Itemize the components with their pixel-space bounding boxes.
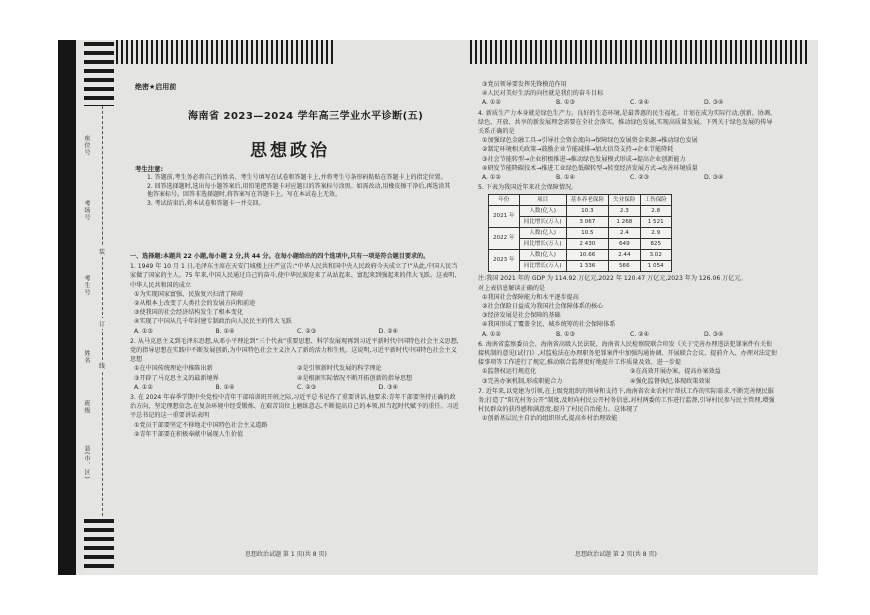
option: ④人民对美好生活的向往就是我们的奋斗目标	[482, 90, 604, 98]
binding-field-class: 班级	[83, 400, 90, 414]
table-row	[489, 228, 672, 239]
table-note: 注:我国 2021 年的 GDP 为 114.92 万亿元,2022 年 120.47 万亿元,2023 年为 126.06 万亿元。	[478, 275, 747, 283]
option: ②社会保险日益成为我国社会保障体系的核心	[482, 303, 604, 311]
table-cell: 1 054	[640, 261, 671, 272]
table-cell: 566	[609, 261, 640, 272]
answer-choice: A. ①②	[482, 330, 501, 338]
table-cell-year: 2023 年	[489, 250, 520, 272]
binding-field-id: 考生号	[83, 275, 90, 296]
option: ①我国社会保障能力和水平逐步提高	[482, 293, 579, 301]
option: ③完善办案机制,形成职能合力	[482, 377, 563, 385]
left-column	[130, 252, 460, 439]
answer-choice: A. ①②	[134, 383, 153, 391]
option: ②制定环境相关政策→鼓励企业节能减排→加大信贷支持→企业节能降耗	[482, 146, 674, 154]
question-stem: 3. 在 2024 年春季学期中央党校中青年干部培训班开班之际,习近平总书记作了重要讲话,他要求:青年干部要坚持正确的政治方向、坚定理想信念,在复杂环境中经受锻炼、在艰苦岗位上磨练意志,不断提高自己的本领,担当起时代赋予的重任。习近平总书记的这一重要讲话表明	[130, 394, 459, 420]
answer-choice: A. ①②	[482, 99, 501, 107]
table-header: 项目	[519, 195, 566, 206]
option: ③开辟了马克思主义的最新境界	[134, 374, 219, 382]
question-1	[130, 262, 460, 336]
answer-choice: A. ①②	[482, 174, 501, 182]
binding-field-county: 县(市、区)	[83, 445, 90, 480]
social-security-table	[488, 194, 672, 272]
answer-choice: C. ②③	[297, 383, 317, 391]
option: ③党员领导要发挥先锋模范作用	[482, 81, 567, 88]
binding-field-seat: 座位号	[83, 135, 90, 156]
option: ②在高效开展办案、提高办案效益	[630, 368, 721, 376]
table-cell: 同比增长(万人)	[519, 217, 566, 228]
table-cell: 649	[609, 239, 640, 250]
table-cell: 2 430	[566, 239, 609, 250]
table-cell: 2.44	[609, 250, 640, 261]
table-cell: 2.9	[640, 228, 671, 239]
answer-choice: B. ①④	[215, 327, 235, 335]
exam-title: 海南省 2023—2024 学年高三学业水平诊断(五)	[188, 111, 424, 122]
question-3-continued	[478, 80, 778, 108]
table-cell: 同比增长(万人)	[519, 239, 566, 250]
answer-choice: D. ③④	[704, 99, 724, 107]
question-prompt: 对上表信息解读正确的是	[478, 284, 546, 292]
table-cell: 1 521	[640, 217, 671, 228]
table-cell: 3.02	[640, 250, 671, 261]
question-stem: 7. 近年来,以党建为引领,在上级党组织的领导和支持下,海南省农业农村厅帮扶工作的实际需求,不断完善便民服务;打造了“阳光村务公开”制度,及时向村民公开村务信息,对村两委的工作进行监督,引导村民参与民主管理,增强村民群众的获得感和满意度,提升了村民自治能力。这体现了	[478, 387, 775, 414]
option: ④实现了中国从几千年封建专制政治向人民民主的伟大飞跃	[134, 318, 292, 326]
table-cell: 2.4	[609, 228, 640, 239]
header-stripe-right	[470, 40, 810, 64]
answer-choice: C. ②③	[297, 327, 317, 335]
table-cell: 2.8	[640, 206, 671, 217]
answer-choice: C. ②③	[630, 174, 650, 182]
option: ①监督权运行规范化	[482, 368, 537, 376]
option: ①在中国传统理论中推陈出新	[134, 365, 213, 373]
option: ④强化监督执纪,体现政策效果	[630, 377, 711, 385]
exam-notice	[135, 165, 455, 208]
answer-choice: D. ③④	[378, 383, 398, 391]
page-footer-left: 思想政治试题 第 1 页(共 8 页)	[245, 551, 327, 558]
notice-item: 3. 考试结束后,将本试卷和答题卡一并交回。	[147, 199, 265, 207]
question-stem: 5. 下表为我国近年来社会保障情况。	[478, 184, 578, 192]
binding-mark-xian: 线	[99, 360, 105, 371]
page-footer-right: 思想政治试题 第 2 页(共 8 页)	[575, 551, 657, 558]
answer-choice: B. ①③	[556, 99, 575, 107]
answer-choices	[478, 330, 778, 339]
answer-choice: C. ②④	[630, 330, 650, 338]
option: ①党员干部要坚定不移地走中国特色社会主义道路	[134, 421, 268, 429]
table-cell: 同比增长(万人)	[519, 261, 566, 272]
table-cell: 1 268	[609, 217, 640, 228]
table-cell: 10.3	[566, 206, 609, 217]
answer-choice: B. ①③	[556, 330, 575, 338]
binding-field-name: 姓名	[83, 350, 90, 364]
answer-choice: C. ②④	[630, 99, 650, 107]
answer-choices	[130, 327, 460, 336]
right-column	[478, 79, 778, 424]
binding-cut-line	[102, 106, 103, 516]
table-header: 失业保险	[609, 195, 640, 206]
table-header-row	[489, 195, 672, 206]
notice-item: 2. 回答选择题时,选出每小题答案后,用铅笔把答题卡对应题目的答案标号涂黑。如需改动,用橡皮擦干净后,再选涂其他答案标号。回答非选择题时,将答案写在答题卡上。写在本试卷上无效。	[147, 182, 451, 199]
option: ③社会节能转型→企业积极推进→推动绿色发展模式形成→提高企业创新能力	[482, 155, 686, 163]
table-header: 年份	[489, 195, 520, 206]
table-cell-year: 2022 年	[489, 228, 520, 250]
table-cell: 10.5	[566, 228, 609, 239]
table-cell: 10.66	[566, 250, 609, 261]
option: ②是引领新时代发展的科学理论	[297, 365, 382, 373]
option: ③使我国的社会经济结构发生了根本变化	[134, 309, 244, 317]
binding-field-room: 考场号	[83, 200, 90, 221]
table-cell: 人数(亿人)	[519, 206, 566, 217]
table-cell: 825	[640, 239, 671, 250]
table-header: 基本养老保险	[566, 195, 609, 206]
table-cell-year: 2021 年	[489, 206, 520, 228]
table-cell: 2.3	[609, 206, 640, 217]
binding-mark-zhuang: 装	[99, 246, 105, 257]
question-stem: 4. 新质生产力本身就是绿色生产力。良好的生态环境,是最普惠的民生福祉。计划在成为实际行动,创新、协调、绿色、开放、共享的新发展理念需要在全社会落实。推动绿色发展,实现高质量发展。下列关于绿色发展的传导关系正确的是	[478, 109, 777, 136]
question-4	[478, 109, 778, 183]
table-cell: 3 067	[566, 217, 609, 228]
question-stem: 2. 从马克思主义到毛泽东思想,从邓小平理论到“三个代表”重要思想、科学发展观再到习近平新时代中国特色社会主义思想,党的指导思想在实践中不断发展创新,为中国特色社会主义注入了新的活力和生机。这说明,习近平新时代中国特色社会主义思想	[130, 337, 459, 364]
table-cell: 人数(亿人)	[519, 250, 566, 261]
question-7	[478, 387, 778, 424]
option: ①为实现国家富强、民族复兴扫清了障碍	[134, 290, 244, 298]
option-grid	[478, 367, 778, 385]
answer-choice: D. ②④	[378, 327, 398, 335]
notice-item: 1. 答题前,考生务必将自己的姓名、考生号填写在试卷和答题卡上,并将考生号条形码粘贴在答题卡上的指定位置。	[147, 174, 447, 182]
option: ①加强绿色金融工具→引导社会资金流向→保障绿色发展资金来源→推动绿色发展	[482, 137, 698, 145]
option: ③经济发展是社会保障的基础	[482, 312, 561, 320]
notice-heading: 考生注意:	[135, 165, 164, 173]
section-heading: 一、选择题:本题共 22 小题,每小题 2 分,共 44 分。在每小题给出的四个选项中,只有一项是符合题目要求的。	[130, 253, 430, 260]
binding-mark-ding: 订	[99, 318, 105, 329]
answer-choices	[478, 98, 778, 107]
option: ②青年干部要在积极奉献中展现人生价值	[134, 430, 244, 438]
question-2	[130, 337, 460, 392]
question-stem: 6. 海南省监察委员会、海南省高级人民法院、海南省人民检察院联合印发《关于完善办理违法犯罪案件有关衔接机制的意见(试行)》,对监检法在办理职务犯罪案件中加强沟通协调、开展联合会议、提前介入、办理对法定衔接事项等工作进行了规定,推动联合监督更好地提升工作质量及效、进一步提	[478, 340, 778, 367]
option-grid	[130, 364, 460, 382]
option: ④研发节能降碳技术→推进工业绿色低碳转型→转变经济发展方式→改善环境质量	[482, 164, 698, 172]
table-cell: 1 336	[566, 261, 609, 272]
table-row	[489, 250, 672, 261]
option: ①创新基层民主自治的组织形式,提高乡村治理效能	[482, 415, 618, 423]
question-5	[478, 183, 778, 339]
header-stripe-left	[116, 40, 336, 64]
table-row	[489, 206, 672, 217]
answer-choice: A. ①③	[134, 327, 153, 335]
question-6	[478, 340, 778, 386]
answer-choice: B. ①④	[556, 174, 575, 182]
confidential-label: 绝密★启用前	[135, 83, 177, 91]
subject-title: 思想政治	[250, 141, 330, 161]
scan-shadow-edge	[58, 40, 76, 575]
option: ②从根本上改变了人类社会的发展方向和前途	[134, 300, 256, 308]
option: ④我国形成了覆盖全民、城乡统筹的社会保障体系	[482, 321, 616, 329]
option: ④是根据实际情况不断开拓创新的指导思想	[297, 374, 413, 382]
answer-choice: D. ③④	[704, 330, 724, 338]
answer-choice: B. ①④	[215, 383, 235, 391]
table-header: 工伤保险	[640, 195, 671, 206]
table-cell: 人数(亿人)	[519, 228, 566, 239]
question-3	[130, 393, 460, 439]
answer-choices	[478, 173, 778, 182]
answer-choice: D. ③④	[704, 174, 724, 182]
answer-choices	[130, 383, 460, 392]
question-stem: 1. 1949 年 10 月 1 日,毛泽东主席在天安门城楼上庄严宣告:“中华人民共和国中央人民政府今天成立了!”从此,中国人民当家做了国家的主人。75 年来,中国人民通过自己的奋斗,使中华民族迎来了从站起来、富起来到强起来的伟大飞跃。这表明,中华人民共和国的成立	[130, 263, 458, 289]
